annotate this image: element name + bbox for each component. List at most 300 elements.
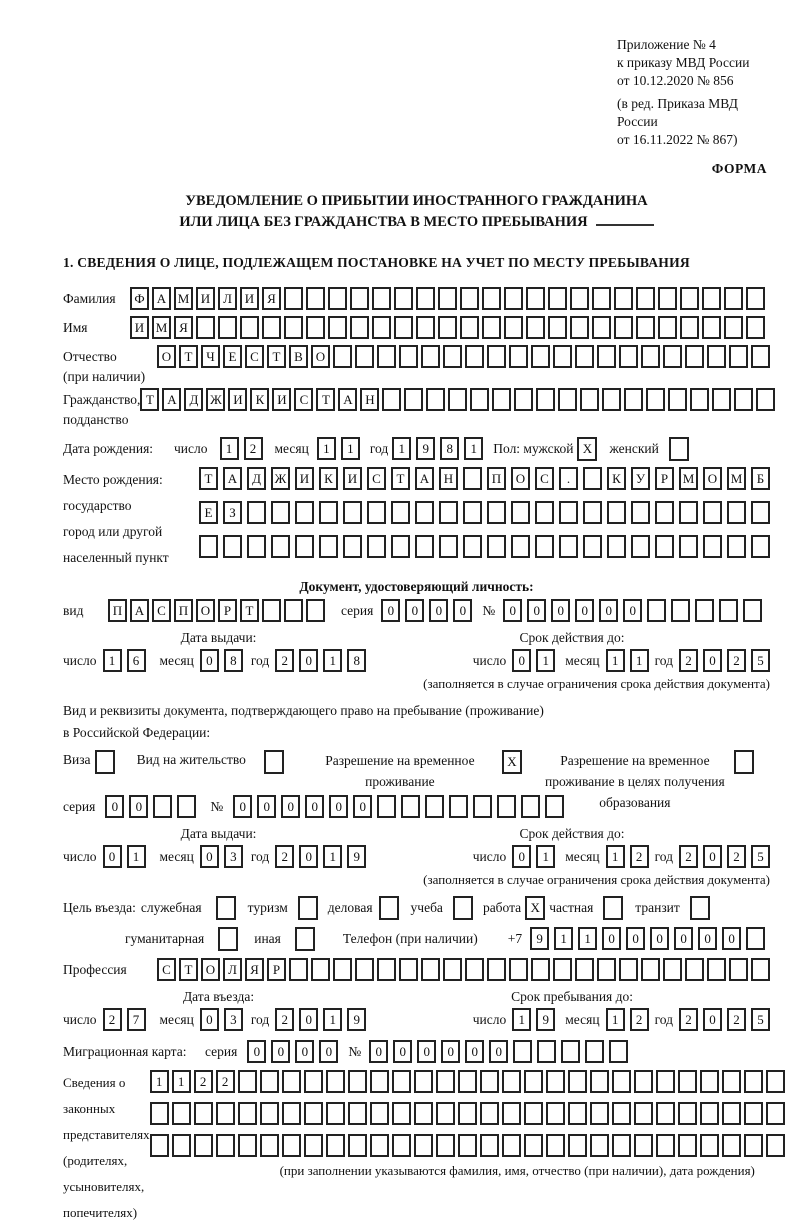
char-cell[interactable] bbox=[655, 535, 674, 558]
char-cell[interactable] bbox=[724, 316, 743, 339]
char-cell[interactable]: Я bbox=[174, 316, 193, 339]
char-cell[interactable] bbox=[150, 1102, 169, 1125]
char-cell[interactable]: 8 bbox=[347, 649, 366, 672]
purpose-official-checkbox[interactable] bbox=[216, 896, 236, 920]
char-cell[interactable] bbox=[624, 388, 643, 411]
char-cell[interactable] bbox=[328, 316, 347, 339]
char-cell[interactable] bbox=[559, 501, 578, 524]
char-cell[interactable] bbox=[443, 958, 462, 981]
char-cell[interactable] bbox=[575, 345, 594, 368]
char-cell[interactable]: М bbox=[727, 467, 746, 490]
char-cell[interactable] bbox=[553, 345, 572, 368]
char-cell[interactable]: Ч bbox=[201, 345, 220, 368]
char-cell[interactable] bbox=[399, 958, 418, 981]
char-cell[interactable]: 1 bbox=[150, 1070, 169, 1093]
char-cell[interactable]: 0 bbox=[200, 1008, 219, 1031]
char-cell[interactable]: 3 bbox=[224, 845, 243, 868]
char-cell[interactable]: Т bbox=[240, 599, 259, 622]
char-cell[interactable] bbox=[333, 958, 352, 981]
char-cell[interactable] bbox=[590, 1102, 609, 1125]
char-cell[interactable] bbox=[585, 1040, 604, 1063]
char-cell[interactable]: 1 bbox=[554, 927, 573, 950]
char-cell[interactable] bbox=[729, 958, 748, 981]
char-cell[interactable] bbox=[656, 1070, 675, 1093]
char-cell[interactable] bbox=[343, 535, 362, 558]
char-cell[interactable]: 0 bbox=[393, 1040, 412, 1063]
char-cell[interactable]: Т bbox=[391, 467, 410, 490]
char-cell[interactable] bbox=[668, 388, 687, 411]
char-cell[interactable] bbox=[172, 1102, 191, 1125]
char-cell[interactable] bbox=[355, 345, 374, 368]
char-cell[interactable] bbox=[482, 316, 501, 339]
char-cell[interactable]: 1 bbox=[630, 649, 649, 672]
char-cell[interactable]: 2 bbox=[679, 649, 698, 672]
char-cell[interactable]: 0 bbox=[200, 649, 219, 672]
char-cell[interactable] bbox=[744, 1102, 763, 1125]
char-cell[interactable]: 2 bbox=[679, 845, 698, 868]
char-cell[interactable] bbox=[695, 599, 714, 622]
char-cell[interactable]: Ж bbox=[271, 467, 290, 490]
char-cell[interactable]: 1 bbox=[536, 649, 555, 672]
char-cell[interactable] bbox=[295, 535, 314, 558]
char-cell[interactable] bbox=[282, 1070, 301, 1093]
char-cell[interactable]: 0 bbox=[698, 927, 717, 950]
char-cell[interactable] bbox=[514, 388, 533, 411]
char-cell[interactable] bbox=[401, 795, 420, 818]
char-cell[interactable] bbox=[590, 1134, 609, 1157]
char-cell[interactable]: 0 bbox=[722, 927, 741, 950]
char-cell[interactable]: 2 bbox=[244, 437, 263, 460]
char-cell[interactable] bbox=[535, 535, 554, 558]
char-cell[interactable] bbox=[465, 345, 484, 368]
char-cell[interactable]: 0 bbox=[599, 599, 618, 622]
char-cell[interactable]: 0 bbox=[623, 599, 642, 622]
char-cell[interactable] bbox=[656, 1102, 675, 1125]
char-cell[interactable] bbox=[439, 501, 458, 524]
char-cell[interactable]: С bbox=[157, 958, 176, 981]
char-cell[interactable]: М bbox=[679, 467, 698, 490]
char-cell[interactable] bbox=[751, 958, 770, 981]
char-cell[interactable]: А bbox=[152, 287, 171, 310]
char-cell[interactable] bbox=[391, 535, 410, 558]
char-cell[interactable] bbox=[487, 535, 506, 558]
char-cell[interactable] bbox=[326, 1070, 345, 1093]
char-cell[interactable] bbox=[348, 1102, 367, 1125]
char-cell[interactable] bbox=[414, 1134, 433, 1157]
char-cell[interactable] bbox=[641, 345, 660, 368]
char-cell[interactable] bbox=[284, 316, 303, 339]
char-cell[interactable]: 5 bbox=[751, 649, 770, 672]
purpose-transit-checkbox[interactable] bbox=[690, 896, 710, 920]
char-cell[interactable] bbox=[671, 599, 690, 622]
char-cell[interactable]: 0 bbox=[103, 845, 122, 868]
char-cell[interactable]: 0 bbox=[503, 599, 522, 622]
char-cell[interactable] bbox=[646, 388, 665, 411]
char-cell[interactable] bbox=[370, 1070, 389, 1093]
char-cell[interactable]: 0 bbox=[626, 927, 645, 950]
char-cell[interactable]: 0 bbox=[465, 1040, 484, 1063]
char-cell[interactable] bbox=[153, 795, 172, 818]
char-cell[interactable] bbox=[372, 316, 391, 339]
char-cell[interactable] bbox=[607, 501, 626, 524]
purpose-humanitarian-checkbox[interactable] bbox=[218, 927, 238, 951]
char-cell[interactable]: 1 bbox=[323, 649, 342, 672]
char-cell[interactable] bbox=[194, 1134, 213, 1157]
char-cell[interactable] bbox=[216, 1134, 235, 1157]
char-cell[interactable] bbox=[282, 1102, 301, 1125]
char-cell[interactable] bbox=[766, 1134, 785, 1157]
char-cell[interactable] bbox=[328, 287, 347, 310]
char-cell[interactable]: 0 bbox=[381, 599, 400, 622]
char-cell[interactable] bbox=[194, 1102, 213, 1125]
char-cell[interactable]: Т bbox=[316, 388, 335, 411]
char-cell[interactable]: К bbox=[250, 388, 269, 411]
char-cell[interactable] bbox=[311, 958, 330, 981]
char-cell[interactable] bbox=[436, 1070, 455, 1093]
char-cell[interactable] bbox=[526, 287, 545, 310]
char-cell[interactable] bbox=[679, 501, 698, 524]
char-cell[interactable] bbox=[218, 316, 237, 339]
char-cell[interactable] bbox=[509, 345, 528, 368]
char-cell[interactable]: 0 bbox=[295, 1040, 314, 1063]
char-cell[interactable] bbox=[260, 1102, 279, 1125]
char-cell[interactable] bbox=[729, 345, 748, 368]
char-cell[interactable] bbox=[719, 599, 738, 622]
char-cell[interactable] bbox=[497, 795, 516, 818]
char-cell[interactable]: 0 bbox=[299, 649, 318, 672]
char-cell[interactable] bbox=[746, 927, 765, 950]
char-cell[interactable] bbox=[414, 1102, 433, 1125]
char-cell[interactable] bbox=[247, 535, 266, 558]
char-cell[interactable] bbox=[416, 287, 435, 310]
char-cell[interactable] bbox=[333, 345, 352, 368]
char-cell[interactable]: 0 bbox=[329, 795, 348, 818]
char-cell[interactable] bbox=[583, 501, 602, 524]
char-cell[interactable] bbox=[392, 1134, 411, 1157]
char-cell[interactable]: И bbox=[295, 467, 314, 490]
char-cell[interactable]: М bbox=[152, 316, 171, 339]
char-cell[interactable]: А bbox=[223, 467, 242, 490]
char-cell[interactable]: 2 bbox=[216, 1070, 235, 1093]
char-cell[interactable] bbox=[425, 795, 444, 818]
char-cell[interactable]: С bbox=[245, 345, 264, 368]
purpose-tourism-checkbox[interactable] bbox=[298, 896, 318, 920]
char-cell[interactable] bbox=[679, 535, 698, 558]
char-cell[interactable] bbox=[367, 535, 386, 558]
char-cell[interactable] bbox=[463, 501, 482, 524]
char-cell[interactable] bbox=[678, 1134, 697, 1157]
char-cell[interactable] bbox=[306, 316, 325, 339]
char-cell[interactable] bbox=[751, 535, 770, 558]
char-cell[interactable]: 2 bbox=[727, 1008, 746, 1031]
char-cell[interactable] bbox=[656, 1134, 675, 1157]
char-cell[interactable] bbox=[480, 1134, 499, 1157]
char-cell[interactable]: 9 bbox=[416, 437, 435, 460]
char-cell[interactable] bbox=[460, 316, 479, 339]
char-cell[interactable] bbox=[597, 345, 616, 368]
char-cell[interactable]: 9 bbox=[536, 1008, 555, 1031]
char-cell[interactable] bbox=[348, 1134, 367, 1157]
char-cell[interactable]: А bbox=[338, 388, 357, 411]
char-cell[interactable] bbox=[570, 287, 589, 310]
char-cell[interactable] bbox=[426, 388, 445, 411]
char-cell[interactable]: О bbox=[511, 467, 530, 490]
char-cell[interactable]: О bbox=[703, 467, 722, 490]
char-cell[interactable]: С bbox=[152, 599, 171, 622]
char-cell[interactable] bbox=[680, 287, 699, 310]
char-cell[interactable] bbox=[631, 535, 650, 558]
char-cell[interactable] bbox=[458, 1070, 477, 1093]
char-cell[interactable] bbox=[511, 501, 530, 524]
char-cell[interactable] bbox=[546, 1134, 565, 1157]
char-cell[interactable] bbox=[561, 1040, 580, 1063]
char-cell[interactable] bbox=[350, 316, 369, 339]
char-cell[interactable] bbox=[487, 345, 506, 368]
char-cell[interactable]: 0 bbox=[353, 795, 372, 818]
char-cell[interactable]: Р bbox=[267, 958, 286, 981]
char-cell[interactable]: 0 bbox=[369, 1040, 388, 1063]
char-cell[interactable]: 0 bbox=[281, 795, 300, 818]
char-cell[interactable] bbox=[414, 1070, 433, 1093]
char-cell[interactable] bbox=[619, 345, 638, 368]
char-cell[interactable] bbox=[482, 287, 501, 310]
char-cell[interactable]: 2 bbox=[630, 845, 649, 868]
char-cell[interactable] bbox=[504, 316, 523, 339]
char-cell[interactable] bbox=[607, 535, 626, 558]
char-cell[interactable] bbox=[575, 958, 594, 981]
char-cell[interactable]: 0 bbox=[650, 927, 669, 950]
char-cell[interactable] bbox=[304, 1134, 323, 1157]
char-cell[interactable]: Я bbox=[262, 287, 281, 310]
char-cell[interactable] bbox=[553, 958, 572, 981]
char-cell[interactable]: О bbox=[196, 599, 215, 622]
char-cell[interactable]: 0 bbox=[305, 795, 324, 818]
char-cell[interactable]: 0 bbox=[271, 1040, 290, 1063]
char-cell[interactable] bbox=[492, 388, 511, 411]
char-cell[interactable] bbox=[558, 388, 577, 411]
char-cell[interactable] bbox=[614, 316, 633, 339]
char-cell[interactable] bbox=[370, 1134, 389, 1157]
residence-permit-checkbox[interactable] bbox=[264, 750, 284, 774]
char-cell[interactable]: Б bbox=[751, 467, 770, 490]
char-cell[interactable] bbox=[260, 1134, 279, 1157]
char-cell[interactable] bbox=[304, 1102, 323, 1125]
char-cell[interactable] bbox=[690, 388, 709, 411]
char-cell[interactable]: 0 bbox=[247, 1040, 266, 1063]
char-cell[interactable] bbox=[702, 287, 721, 310]
char-cell[interactable] bbox=[678, 1070, 697, 1093]
char-cell[interactable] bbox=[473, 795, 492, 818]
char-cell[interactable] bbox=[436, 1102, 455, 1125]
char-cell[interactable] bbox=[590, 1070, 609, 1093]
char-cell[interactable]: 0 bbox=[512, 649, 531, 672]
char-cell[interactable] bbox=[546, 1102, 565, 1125]
purpose-study-checkbox[interactable] bbox=[453, 896, 473, 920]
char-cell[interactable]: М bbox=[174, 287, 193, 310]
char-cell[interactable]: Р bbox=[218, 599, 237, 622]
char-cell[interactable] bbox=[421, 958, 440, 981]
char-cell[interactable] bbox=[722, 1070, 741, 1093]
char-cell[interactable] bbox=[284, 599, 303, 622]
char-cell[interactable] bbox=[647, 599, 666, 622]
char-cell[interactable]: Е bbox=[223, 345, 242, 368]
char-cell[interactable]: А bbox=[162, 388, 181, 411]
char-cell[interactable] bbox=[655, 501, 674, 524]
char-cell[interactable] bbox=[480, 1102, 499, 1125]
char-cell[interactable]: 1 bbox=[606, 1008, 625, 1031]
char-cell[interactable] bbox=[631, 501, 650, 524]
char-cell[interactable] bbox=[548, 287, 567, 310]
char-cell[interactable] bbox=[326, 1134, 345, 1157]
char-cell[interactable] bbox=[703, 501, 722, 524]
char-cell[interactable] bbox=[700, 1134, 719, 1157]
char-cell[interactable] bbox=[416, 316, 435, 339]
char-cell[interactable]: 0 bbox=[299, 1008, 318, 1031]
temp-residence-edu-checkbox[interactable] bbox=[734, 750, 754, 774]
char-cell[interactable]: 0 bbox=[527, 599, 546, 622]
char-cell[interactable] bbox=[502, 1134, 521, 1157]
char-cell[interactable] bbox=[531, 345, 550, 368]
char-cell[interactable]: Р bbox=[655, 467, 674, 490]
char-cell[interactable] bbox=[568, 1102, 587, 1125]
char-cell[interactable] bbox=[619, 958, 638, 981]
char-cell[interactable]: С bbox=[294, 388, 313, 411]
char-cell[interactable]: 0 bbox=[257, 795, 276, 818]
char-cell[interactable] bbox=[583, 535, 602, 558]
char-cell[interactable] bbox=[504, 287, 523, 310]
char-cell[interactable]: 8 bbox=[224, 649, 243, 672]
char-cell[interactable] bbox=[597, 958, 616, 981]
char-cell[interactable] bbox=[282, 1134, 301, 1157]
char-cell[interactable] bbox=[391, 501, 410, 524]
char-cell[interactable]: 0 bbox=[129, 795, 148, 818]
char-cell[interactable] bbox=[343, 501, 362, 524]
char-cell[interactable] bbox=[199, 535, 218, 558]
char-cell[interactable] bbox=[382, 388, 401, 411]
char-cell[interactable]: 2 bbox=[194, 1070, 213, 1093]
char-cell[interactable]: Т bbox=[199, 467, 218, 490]
char-cell[interactable] bbox=[247, 501, 266, 524]
visa-checkbox[interactable] bbox=[95, 750, 115, 774]
char-cell[interactable]: 1 bbox=[172, 1070, 191, 1093]
char-cell[interactable] bbox=[766, 1070, 785, 1093]
char-cell[interactable]: Д bbox=[247, 467, 266, 490]
char-cell[interactable]: 5 bbox=[751, 1008, 770, 1031]
char-cell[interactable] bbox=[399, 345, 418, 368]
char-cell[interactable]: 1 bbox=[341, 437, 360, 460]
char-cell[interactable] bbox=[548, 316, 567, 339]
char-cell[interactable]: К bbox=[319, 467, 338, 490]
char-cell[interactable]: 2 bbox=[630, 1008, 649, 1031]
char-cell[interactable]: 2 bbox=[275, 845, 294, 868]
char-cell[interactable] bbox=[404, 388, 423, 411]
char-cell[interactable]: О bbox=[311, 345, 330, 368]
char-cell[interactable]: 9 bbox=[530, 927, 549, 950]
char-cell[interactable] bbox=[634, 1070, 653, 1093]
char-cell[interactable]: 2 bbox=[727, 649, 746, 672]
char-cell[interactable]: 9 bbox=[347, 1008, 366, 1031]
char-cell[interactable] bbox=[612, 1102, 631, 1125]
char-cell[interactable]: С bbox=[367, 467, 386, 490]
char-cell[interactable]: 0 bbox=[575, 599, 594, 622]
char-cell[interactable] bbox=[756, 388, 775, 411]
char-cell[interactable] bbox=[463, 535, 482, 558]
char-cell[interactable] bbox=[355, 958, 374, 981]
char-cell[interactable] bbox=[712, 388, 731, 411]
char-cell[interactable]: И bbox=[228, 388, 247, 411]
char-cell[interactable]: 5 bbox=[751, 845, 770, 868]
char-cell[interactable]: 1 bbox=[392, 437, 411, 460]
char-cell[interactable] bbox=[449, 795, 468, 818]
char-cell[interactable] bbox=[743, 599, 762, 622]
temp-residence-checkbox[interactable]: X bbox=[502, 750, 522, 774]
char-cell[interactable]: 2 bbox=[679, 1008, 698, 1031]
char-cell[interactable] bbox=[370, 1102, 389, 1125]
char-cell[interactable] bbox=[172, 1134, 191, 1157]
char-cell[interactable] bbox=[634, 1134, 653, 1157]
char-cell[interactable]: 0 bbox=[441, 1040, 460, 1063]
char-cell[interactable] bbox=[531, 958, 550, 981]
char-cell[interactable]: 2 bbox=[275, 1008, 294, 1031]
char-cell[interactable] bbox=[271, 501, 290, 524]
char-cell[interactable]: Ф bbox=[130, 287, 149, 310]
char-cell[interactable] bbox=[326, 1102, 345, 1125]
char-cell[interactable] bbox=[707, 958, 726, 981]
char-cell[interactable] bbox=[727, 501, 746, 524]
char-cell[interactable] bbox=[377, 958, 396, 981]
char-cell[interactable] bbox=[636, 287, 655, 310]
char-cell[interactable] bbox=[240, 316, 259, 339]
char-cell[interactable] bbox=[319, 501, 338, 524]
char-cell[interactable] bbox=[766, 1102, 785, 1125]
char-cell[interactable] bbox=[289, 958, 308, 981]
char-cell[interactable]: О bbox=[201, 958, 220, 981]
char-cell[interactable] bbox=[702, 316, 721, 339]
char-cell[interactable]: 1 bbox=[606, 649, 625, 672]
char-cell[interactable] bbox=[196, 316, 215, 339]
char-cell[interactable]: 9 bbox=[347, 845, 366, 868]
char-cell[interactable]: Л bbox=[223, 958, 242, 981]
char-cell[interactable] bbox=[513, 1040, 532, 1063]
char-cell[interactable] bbox=[746, 287, 765, 310]
char-cell[interactable] bbox=[271, 535, 290, 558]
char-cell[interactable] bbox=[438, 287, 457, 310]
char-cell[interactable]: О bbox=[157, 345, 176, 368]
char-cell[interactable] bbox=[460, 287, 479, 310]
char-cell[interactable]: 2 bbox=[727, 845, 746, 868]
char-cell[interactable]: И bbox=[130, 316, 149, 339]
char-cell[interactable] bbox=[658, 287, 677, 310]
char-cell[interactable] bbox=[751, 501, 770, 524]
char-cell[interactable] bbox=[751, 345, 770, 368]
char-cell[interactable]: 1 bbox=[323, 845, 342, 868]
char-cell[interactable] bbox=[592, 316, 611, 339]
char-cell[interactable] bbox=[744, 1134, 763, 1157]
char-cell[interactable] bbox=[536, 388, 555, 411]
char-cell[interactable] bbox=[238, 1102, 257, 1125]
char-cell[interactable] bbox=[502, 1102, 521, 1125]
char-cell[interactable]: Н bbox=[439, 467, 458, 490]
char-cell[interactable]: Т bbox=[140, 388, 159, 411]
char-cell[interactable] bbox=[392, 1102, 411, 1125]
char-cell[interactable]: К bbox=[607, 467, 626, 490]
char-cell[interactable] bbox=[609, 1040, 628, 1063]
char-cell[interactable]: А bbox=[415, 467, 434, 490]
char-cell[interactable] bbox=[319, 535, 338, 558]
char-cell[interactable]: 1 bbox=[220, 437, 239, 460]
char-cell[interactable]: 0 bbox=[105, 795, 124, 818]
char-cell[interactable]: Т bbox=[179, 958, 198, 981]
